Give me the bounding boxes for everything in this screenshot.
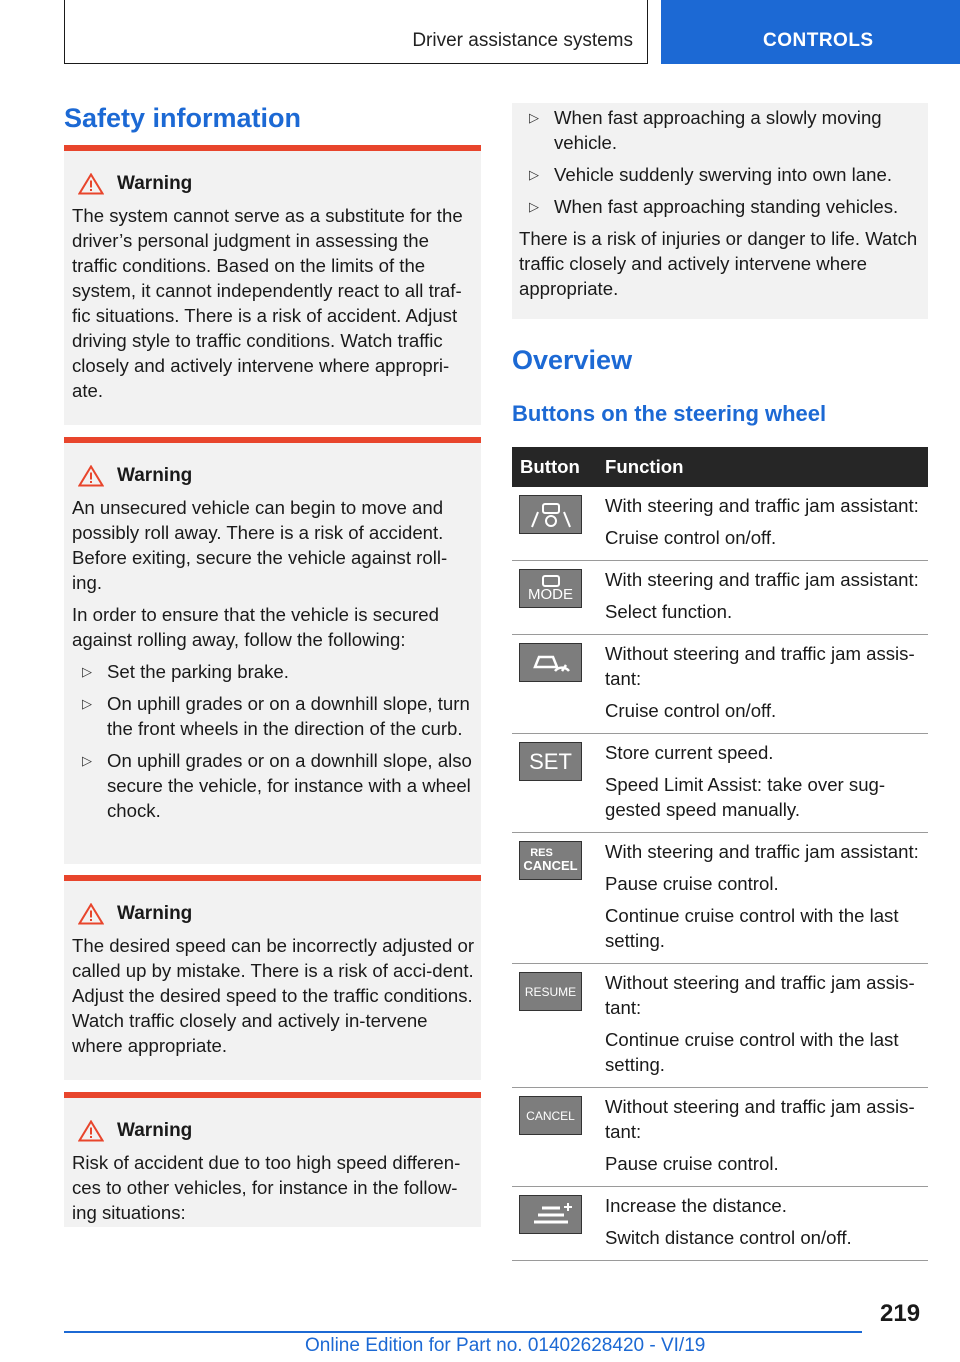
situation-list	[519, 105, 922, 219]
resume-icon	[519, 972, 582, 1011]
tab-label: CONTROLS	[763, 30, 874, 51]
warning-text: An unsecured vehicle can begin to move and possibly roll away. There is a risk of accident. Before exiting, secure the vehicle against roll‐ing.	[72, 497, 448, 593]
warning-header	[72, 1118, 475, 1144]
overview-heading: Overview	[512, 345, 633, 375]
warning-box-4	[64, 1092, 481, 1227]
function-text: With steering and traffic jam assistant:	[605, 569, 919, 590]
mode-icon	[519, 569, 582, 608]
page-number: 219	[880, 1300, 921, 1327]
warning-title: Warning	[117, 173, 193, 194]
cancel-icon	[519, 1096, 582, 1135]
warning-header	[72, 901, 475, 927]
table-row	[512, 487, 928, 561]
list-item: ▷ Vehicle suddenly swerving into own lane.	[519, 162, 922, 187]
list-item: ▷ When fast approaching a slowly moving vehicle.	[519, 105, 922, 155]
res-label: RES	[530, 847, 553, 859]
function-text: With steering and traffic jam assistant:	[605, 495, 919, 516]
table-row	[512, 635, 928, 734]
footer-divider	[64, 1331, 862, 1333]
cruise-assist-icon	[519, 495, 582, 534]
footer-edition	[305, 1335, 705, 1357]
function-text: Pause cruise control.	[605, 1153, 779, 1174]
warning-triangle-icon	[78, 1120, 104, 1142]
warning-title: Warning	[117, 465, 193, 486]
function-text: Switch distance control on/off.	[605, 1227, 852, 1248]
table-row	[512, 561, 928, 635]
warning-header	[72, 171, 475, 197]
function-text: Increase the distance.	[605, 1195, 787, 1216]
list-item: ▷ Set the parking brake.	[72, 659, 475, 684]
cancel-button-label: CANCEL	[526, 1108, 575, 1123]
function-text: Cruise control on/off.	[605, 700, 777, 721]
table-header-row	[512, 447, 928, 487]
mode-label: MODE	[528, 586, 573, 603]
distance-icon	[519, 1195, 582, 1234]
table-row	[512, 734, 928, 833]
function-text: With steering and traffic jam assistant:	[605, 841, 919, 862]
warning-triangle-icon	[78, 465, 104, 487]
function-text: Speed Limit Assist: take over sug‐gested speed manually.	[605, 774, 886, 820]
warning-text: The system cannot serve as a substitute for the driver’s personal judgment in assessing the traffic conditions. Based on the limits of the system, it cannot independently react to all traf‐fic situations. There is a risk of accident. Adjust driving style to traffic conditions. Watch traffic closely and actively intervene where appropri‐ate.	[72, 205, 463, 401]
res-cancel-icon	[519, 841, 582, 880]
buttons-subheading: Buttons on the steering wheel	[512, 401, 827, 426]
warning-text: In order to ensure that the vehicle is secured against rolling away, follow the following:	[72, 604, 439, 650]
warning-box-3	[64, 875, 481, 1080]
warning-title: Warning	[117, 903, 193, 924]
function-text: Continue cruise control with the last setting.	[605, 905, 899, 951]
table-row	[512, 833, 928, 964]
safety-information-heading: Safety information	[64, 103, 302, 133]
controls-tab[interactable]	[661, 0, 960, 64]
cancel-label: CANCEL	[523, 858, 578, 873]
list-item: ▷ On uphill grades or on a downhill slope, turn the front wheels in the direction of the curb.	[72, 691, 475, 741]
resume-label: RESUME	[524, 984, 577, 999]
column-header-function: Function	[601, 447, 928, 487]
table-row	[512, 964, 928, 1088]
table-row	[512, 1187, 928, 1261]
function-text: Without steering and traffic jam assis‐tant:	[605, 972, 915, 1018]
warning-title: Warning	[117, 1120, 193, 1141]
header-section	[64, 0, 648, 64]
risk-text: There is a risk of injuries or danger to life. Watch traffic closely and actively intervene where appropriate.	[519, 228, 918, 299]
section-title: Driver assistance systems	[412, 30, 633, 51]
buttons-table	[512, 447, 928, 1261]
function-text: Select function.	[605, 601, 733, 622]
list-item: ▷ When fast approaching standing vehicles.	[519, 194, 922, 219]
function-text: Store current speed.	[605, 742, 774, 763]
warning-text: The desired speed can be incorrectly adjusted or called up by mistake. There is a risk of acci‐dent. Adjust the desired speed to the traffic conditions. Watch traffic closely and actively in‐tervene where appropriate.	[72, 935, 475, 1056]
list-item: ▷ On uphill grades or on a downhill slope, also secure the vehicle, for instance with a wheel chock.	[72, 748, 475, 823]
column-header-button: Button	[512, 447, 601, 487]
warning-triangle-icon	[78, 903, 104, 925]
function-text: Continue cruise control with the last setting.	[605, 1029, 899, 1075]
warning-text: Risk of accident due to too high speed differen‐ces to other vehicles, for instance in the follow‐ing situations:	[72, 1152, 461, 1223]
warning-continuation	[512, 103, 928, 319]
function-text: Pause cruise control.	[605, 873, 779, 894]
table-row	[512, 1088, 928, 1187]
warning-box-1	[64, 145, 481, 425]
function-text: Cruise control on/off.	[605, 527, 777, 548]
warning-box-2	[64, 437, 481, 864]
warning-header	[72, 463, 475, 489]
set-label: SET	[529, 748, 572, 774]
warning-triangle-icon	[78, 173, 104, 195]
function-text: Without steering and traffic jam assis‐tant:	[605, 1096, 915, 1142]
cruise-control-icon	[519, 643, 582, 682]
set-icon	[519, 742, 582, 781]
precaution-list	[72, 659, 475, 823]
function-text: Without steering and traffic jam assis‐tant:	[605, 643, 915, 689]
edition-text: Online Edition for Part no. 01402628420 - VI/19	[305, 1335, 706, 1356]
